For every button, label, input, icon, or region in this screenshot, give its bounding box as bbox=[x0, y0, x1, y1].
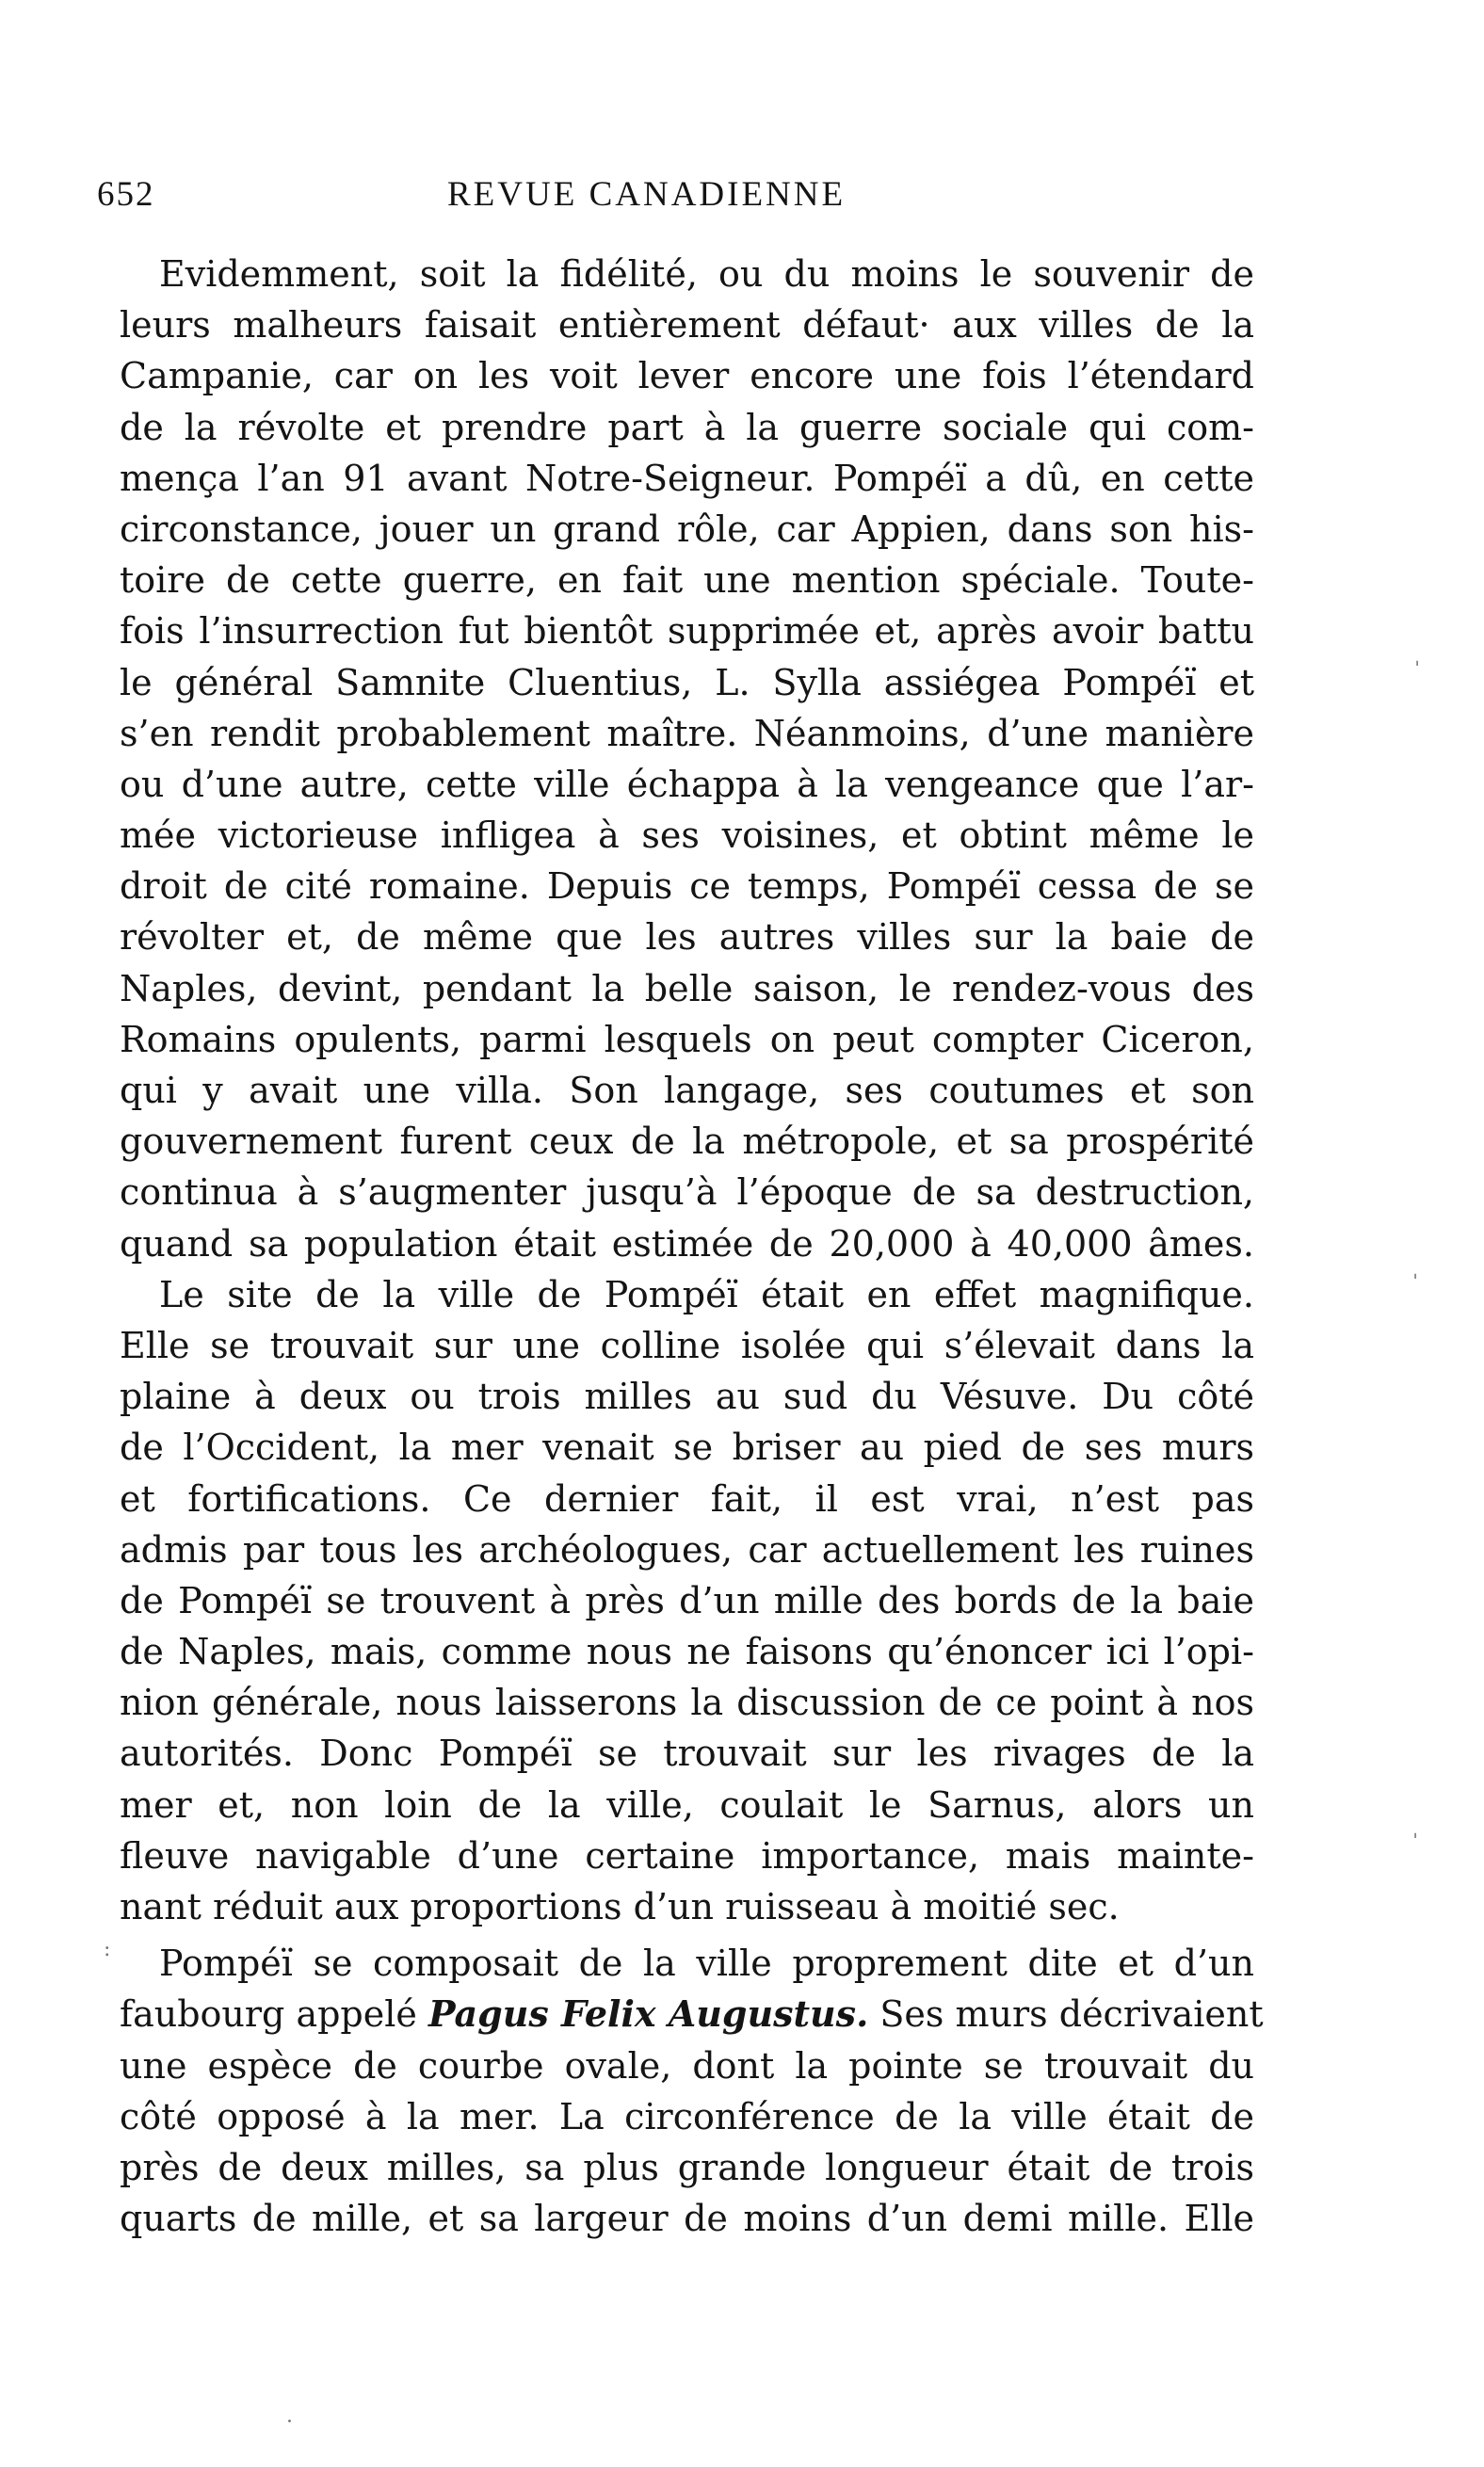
text-line: près de deux milles, sa plus grande longueur était de trois bbox=[120, 2146, 1254, 2188]
latin-place-name: Pagus Felix Augustus. bbox=[427, 1992, 869, 2036]
text-line: nion générale, nous laisserons la discussion de ce point à nos bbox=[120, 1682, 1254, 1724]
text-run: faubourg appelé bbox=[120, 1993, 428, 2036]
text-run: Ses murs décrivaient bbox=[868, 1993, 1264, 2036]
scan-speck-mark: ˌ bbox=[1412, 1258, 1419, 1282]
paragraph-3 bbox=[120, 1938, 1264, 2244]
text-line: de Pompéï se trouvent à près d’un mille des bords de la baie bbox=[120, 1579, 1254, 1621]
scan-speck-mark: · bbox=[286, 2411, 293, 2434]
text-line: mer et, non loin de la ville, coulait le Sarnus, alors un bbox=[120, 1783, 1254, 1826]
text-line: Elle se trouvait sur une colline isolée qui s’élevait dans la bbox=[120, 1324, 1254, 1366]
text-line: nant réduit aux proportions d’un ruisseau à moitié sec. bbox=[120, 1886, 1120, 1927]
body-text bbox=[120, 249, 1264, 2244]
text-line: le général Samnite Cluentius, L. Sylla assiégea Pompéï et bbox=[120, 661, 1254, 703]
text-line: gouvernement furent ceux de la métropole, et sa prospérité bbox=[120, 1121, 1254, 1163]
paragraph-2 bbox=[120, 1269, 1254, 1932]
text-line: Naples, devint, pendant la belle saison, le rendez-vous des bbox=[120, 967, 1254, 1009]
text-line: quand sa population était estimée de 20,000 à 40,000 âmes. bbox=[120, 1222, 1254, 1265]
text-line: leurs malheurs faisait entièrement défaut· aux villes de la bbox=[120, 304, 1254, 347]
text-line: fois l’insurrection fut bientôt supprimée et, après avoir battu bbox=[120, 610, 1254, 653]
text-line: circonstance, jouer un grand rôle, car Appien, dans son his- bbox=[120, 508, 1254, 550]
text-line: s’en rendit probablement maître. Néanmoins, d’une manière bbox=[120, 712, 1254, 754]
text-line: et fortifications. Ce dernier fait, il est vrai, n’est pas bbox=[120, 1477, 1254, 1520]
text-line: Pompéï se composait de la ville proprement dite et d’un bbox=[159, 1943, 1254, 1985]
text-line: révolter et, de même que les autres villes sur la baie de bbox=[120, 916, 1254, 959]
text-line: de l’Occident, la mer venait se briser au pied de ses murs bbox=[120, 1427, 1254, 1469]
text-line: de Naples, mais, comme nous ne faisons qu’énoncer ici l’opi- bbox=[120, 1631, 1254, 1673]
text-line: Romains opulents, parmi lesquels on peut compter Ciceron, bbox=[120, 1018, 1254, 1060]
text-line: plaine à deux ou trois milles au sud du Vésuve. Du côté bbox=[120, 1376, 1254, 1418]
scan-speck-mark: : bbox=[104, 1938, 111, 1961]
scan-speck-mark: ˈ bbox=[1412, 1831, 1419, 1855]
text-line: de la révolte et prendre part à la guerre sociale qui com- bbox=[120, 406, 1254, 448]
text-line: Le site de la ville de Pompéï était en effet magnifique. bbox=[159, 1273, 1254, 1315]
text-line: autorités. Donc Pompéï se trouvait sur les rivages de la bbox=[120, 1733, 1254, 1775]
paragraph-1 bbox=[120, 249, 1254, 1269]
text-line: une espèce de courbe ovale, dont la pointe se trouvait du bbox=[120, 2044, 1254, 2087]
text-line: côté opposé à la mer. La circonférence de la ville était de bbox=[120, 2095, 1254, 2137]
scan-speck-mark: ˈ bbox=[1414, 659, 1421, 683]
page-number: 652 bbox=[97, 175, 155, 214]
text-line: mée victorieuse infligea à ses voisines, et obtint même le bbox=[120, 814, 1254, 857]
text-line: toire de cette guerre, en fait une mention spéciale. Toute- bbox=[120, 559, 1254, 602]
text-line: continua à s’augmenter jusqu’à l’époque de sa destruction, bbox=[120, 1171, 1254, 1214]
text-line: ou d’une autre, cette ville échappa à la vengeance que l’ar- bbox=[120, 763, 1254, 805]
text-line: admis par tous les archéologues, car actuellement les ruines bbox=[120, 1528, 1254, 1571]
text-line: qui y avait une villa. Son langage, ses coutumes et son bbox=[120, 1070, 1254, 1111]
text-line: Campanie, car on les voit lever encore une fois l’étendard bbox=[120, 355, 1254, 397]
text-line: mença l’an 91 avant Notre-Seigneur. Pompéï a dû, en cette bbox=[120, 457, 1254, 499]
text-line: fleuve navigable d’une certaine importance, mais mainte- bbox=[120, 1834, 1254, 1877]
text-line: droit de cité romaine. Depuis ce temps, Pompéï cessa de se bbox=[120, 865, 1254, 908]
text-line: Evidemment, soit la fidélité, ou du moins le souvenir de bbox=[159, 253, 1254, 295]
journal-title: REVUE CANADIENNE bbox=[447, 175, 847, 214]
text-line-with-italic bbox=[120, 1989, 1264, 2040]
text-line: quarts de mille, et sa largeur de moins d’un demi mille. Elle bbox=[120, 2198, 1254, 2240]
running-head bbox=[97, 174, 1250, 221]
